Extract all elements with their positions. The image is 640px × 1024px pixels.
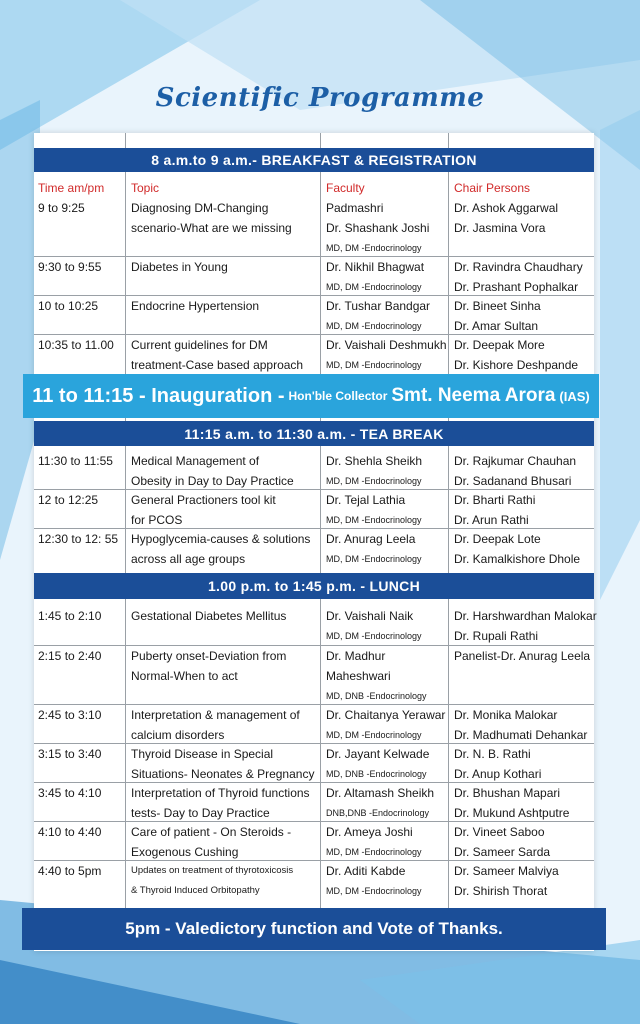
faculty-cell-line: MD, DM -Endocrinology [326, 282, 422, 292]
faculty-cell-line: Dr. Ameya Joshi [326, 825, 413, 839]
chair-cell [454, 861, 594, 901]
time-cell: 11:30 to 11:55 [38, 454, 113, 468]
topic-cell [131, 257, 319, 277]
time-cell: 9:30 to 9:55 [38, 260, 102, 274]
topic-cell-line: Puberty onset-Deviation from [131, 649, 287, 663]
chair-cell-line: Dr. Deepak Lote [454, 532, 541, 546]
chair-cell-line: Dr. N. B. Rathi [454, 747, 531, 761]
chair-cell-line: Dr. Monika Malokar [454, 708, 558, 722]
header-time: Time am/pm [38, 181, 105, 195]
chair-cell-line: Dr. Prashant Pophalkar [454, 280, 579, 294]
topic-cell-line: tests- Day to Day Practice [131, 806, 270, 820]
chair-cell [454, 606, 597, 646]
faculty-cell-line: Dr. Madhur [326, 649, 386, 663]
chair-cell-line: Dr. Kishore Deshpande [454, 358, 579, 372]
time-cell: 12:30 to 12: 55 [38, 532, 119, 546]
chair-cell [454, 744, 594, 784]
faculty-cell-line: Dr. Aditi Kabde [326, 864, 406, 878]
topic-cell [131, 451, 319, 491]
faculty-cell-line: MD, DM -Endocrinology [326, 631, 422, 641]
chair-cell-line: Dr. Shirish Thorat [454, 884, 548, 898]
faculty-cell [326, 490, 452, 530]
faculty-cell-line: Dr. Tejal Lathia [326, 493, 406, 507]
topic-cell-line: Gestational Diabetes Mellitus [131, 609, 287, 623]
chair-cell-line: Dr. Rajkumar Chauhan [454, 454, 577, 468]
chair-cell-line: Dr. Bhushan Mapari [454, 786, 561, 800]
topic-cell-line: & Thyroid Induced Orbitopathy [131, 885, 260, 896]
faculty-cell-line: Padmashri [326, 201, 384, 215]
faculty-cell-line: Dr. Shehla Sheikh [326, 454, 423, 468]
faculty-cell-line: MD, DNB -Endocrinology [326, 691, 427, 701]
faculty-cell-line: Dr. Nikhil Bhagwat [326, 260, 425, 274]
chair-cell-line: Dr. Sameer Malviya [454, 864, 559, 878]
time-cell: 10 to 10:25 [38, 299, 99, 313]
faculty-cell-line: MD, DM -Endocrinology [326, 243, 422, 253]
chair-cell-line: Dr. Anup Kothari [454, 767, 542, 781]
faculty-cell [326, 451, 452, 491]
topic-cell-line: Endocrine Hypertension [131, 299, 260, 313]
chair-cell [454, 451, 594, 491]
topic-cell [131, 490, 319, 530]
faculty-cell [326, 783, 452, 823]
topic-cell [131, 335, 319, 375]
chair-cell [454, 490, 594, 530]
faculty-cell [326, 744, 452, 784]
faculty-cell-line: Dr. Shashank Joshi [326, 221, 430, 235]
chair-cell [454, 646, 594, 666]
faculty-cell [326, 705, 452, 745]
topic-cell [131, 646, 319, 686]
faculty-cell [326, 296, 452, 336]
faculty-cell-line: MD, DM -Endocrinology [326, 847, 422, 857]
topic-cell [131, 606, 319, 626]
chair-cell-line: Dr. Ravindra Chaudhary [454, 260, 583, 274]
chair-cell [454, 257, 594, 297]
topic-cell-line: Obesity in Day to Day Practice [131, 474, 294, 488]
chair-cell [454, 335, 594, 375]
chair-cell-line: Dr. Bineet Sinha [454, 299, 541, 313]
chair-cell-line: Dr. Jasmina Vora [454, 221, 546, 235]
faculty-cell-line: MD, DM -Endocrinology [326, 476, 422, 486]
topic-cell-line: Situations- Neonates & Pregnancy [131, 767, 315, 781]
chair-cell [454, 705, 594, 745]
topic-cell [131, 783, 319, 823]
topic-cell-line: Interpretation of Thyroid functions [131, 786, 310, 800]
chair-cell-line: Panelist-Dr. Anurag Leela [454, 649, 591, 663]
faculty-cell-line: Dr. Chaitanya Yerawar [326, 708, 446, 722]
chair-cell-line: Dr. Kamalkishore Dhole [454, 552, 581, 566]
faculty-cell-line: MD, DM -Endocrinology [326, 554, 422, 564]
chair-cell [454, 198, 594, 238]
chair-cell [454, 783, 594, 823]
faculty-cell-line: MD, DM -Endocrinology [326, 730, 422, 740]
time-cell: 4:40 to 5pm [38, 864, 102, 878]
column-divider [125, 133, 126, 908]
header-faculty: Faculty [326, 181, 365, 195]
topic-cell-line: Updates on treatment of thyrotoxicosis [131, 865, 294, 876]
topic-cell [131, 198, 319, 238]
chair-cell-line: Dr. Ashok Aggarwal [454, 201, 559, 215]
faculty-cell-line: MD, DNB -Endocrinology [326, 769, 427, 779]
inauguration-guest: Smt. Neema Arora [391, 385, 556, 406]
topic-cell [131, 705, 319, 745]
topic-cell-line: Diabetes in Young [131, 260, 228, 274]
topic-cell-line: Medical Management of [131, 454, 260, 468]
faculty-cell-line: Dr. Jayant Kelwade [326, 747, 430, 761]
chair-cell-line: Dr. Madhumati Dehankar [454, 728, 588, 742]
topic-cell-line: Hypoglycemia-causes & solutions [131, 532, 311, 546]
time-cell: 3:45 to 4:10 [38, 786, 102, 800]
faculty-cell-line: MD, DM -Endocrinology [326, 360, 422, 370]
column-divider [320, 133, 321, 908]
faculty-cell [326, 529, 452, 569]
faculty-cell-line: Dr. Anurag Leela [326, 532, 416, 546]
chair-cell-line: Dr. Harshwardhan Malokar [454, 609, 597, 623]
topic-cell-line: Diagnosing DM-Changing [131, 201, 269, 215]
chair-cell-line: Dr. Mukund Ashtputre [454, 806, 570, 820]
time-cell: 12 to 12:25 [38, 493, 99, 507]
topic-cell-line: scenario-What are we missing [131, 221, 292, 235]
topic-cell-line: Interpretation & management of [131, 708, 300, 722]
breakfast-band: 8 a.m.to 9 a.m.- BREAKFAST & REGISTRATION [34, 148, 594, 172]
chair-cell-line: Dr. Arun Rathi [454, 513, 529, 527]
topic-cell-line: Thyroid Disease in Special [131, 747, 274, 761]
header-topic: Topic [131, 181, 160, 195]
topic-cell-line: Care of patient - On Steroids - [131, 825, 292, 839]
faculty-cell [326, 646, 452, 706]
time-cell: 9 to 9:25 [38, 201, 85, 215]
inauguration-ias: (IAS) [559, 388, 590, 404]
valedictory-band: 5pm - Valedictory function and Vote of Thanks. [22, 908, 606, 950]
faculty-cell [326, 257, 452, 297]
topic-cell [131, 296, 319, 316]
topic-cell [131, 529, 319, 569]
page-title: Scientific Programme [155, 83, 485, 113]
topic-cell-line: General Practioners tool kit [131, 493, 276, 507]
faculty-cell [326, 606, 452, 646]
time-cell: 4:10 to 4:40 [38, 825, 102, 839]
inauguration-band [23, 374, 599, 418]
chair-cell-line: Dr. Sadanand Bhusari [454, 474, 572, 488]
chair-cell-line: Dr. Rupali Rathi [454, 629, 539, 643]
faculty-cell [326, 861, 452, 901]
faculty-cell-line: DNB,DNB -Endocrinology [326, 808, 430, 818]
topic-cell-line: across all age groups [131, 552, 246, 566]
faculty-cell [326, 335, 452, 375]
faculty-cell-line: Dr. Altamash Sheikh [326, 786, 435, 800]
faculty-cell-line: Dr. Vaishali Naik [326, 609, 414, 623]
topic-cell-line: Normal-When to act [131, 669, 238, 683]
faculty-cell-line: Maheshwari [326, 669, 391, 683]
lunch-band: 1.00 p.m. to 1:45 p.m. - LUNCH [34, 573, 594, 599]
time-cell: 2:15 to 2:40 [38, 649, 102, 663]
topic-cell-line: for PCOS [131, 513, 183, 527]
faculty-cell-line: MD, DM -Endocrinology [326, 886, 422, 896]
faculty-cell [326, 198, 452, 258]
faculty-cell [326, 822, 452, 862]
time-cell: 1:45 to 2:10 [38, 609, 102, 623]
chair-cell-line: Dr. Sameer Sarda [454, 845, 551, 859]
chair-cell-line: Dr. Vineet Saboo [454, 825, 545, 839]
topic-cell [131, 861, 319, 901]
chair-cell-line: Dr. Bharti Rathi [454, 493, 536, 507]
faculty-cell-line: Dr. Tushar Bandgar [326, 299, 431, 313]
tea-break-band: 11:15 a.m. to 11:30 a.m. - TEA BREAK [34, 421, 594, 446]
topic-cell-line: Current guidelines for DM [131, 338, 268, 352]
faculty-cell-line: MD, DM -Endocrinology [326, 515, 422, 525]
topic-cell-line: calcium disorders [131, 728, 225, 742]
inauguration-hon: Hon'ble Collector [288, 389, 388, 403]
chair-cell [454, 529, 594, 569]
chair-cell-line: Dr. Amar Sultan [454, 319, 539, 333]
time-cell: 2:45 to 3:10 [38, 708, 102, 722]
topic-cell-line: Exogenous Cushing [131, 845, 239, 859]
chair-cell-line: Dr. Deepak More [454, 338, 545, 352]
time-cell: 10:35 to 11.00 [38, 338, 114, 352]
chair-cell [454, 296, 594, 336]
topic-cell [131, 822, 319, 862]
header-chair: Chair Persons [454, 181, 531, 195]
faculty-cell-line: MD, DM -Endocrinology [326, 321, 422, 331]
faculty-cell-line: Dr. Vaishali Deshmukh [326, 338, 447, 352]
time-cell: 3:15 to 3:40 [38, 747, 102, 761]
chair-cell [454, 822, 594, 862]
topic-cell [131, 744, 319, 784]
topic-cell-line: treatment-Case based approach [131, 358, 304, 372]
inauguration-time: 11 to 11:15 - Inauguration - [32, 384, 285, 407]
